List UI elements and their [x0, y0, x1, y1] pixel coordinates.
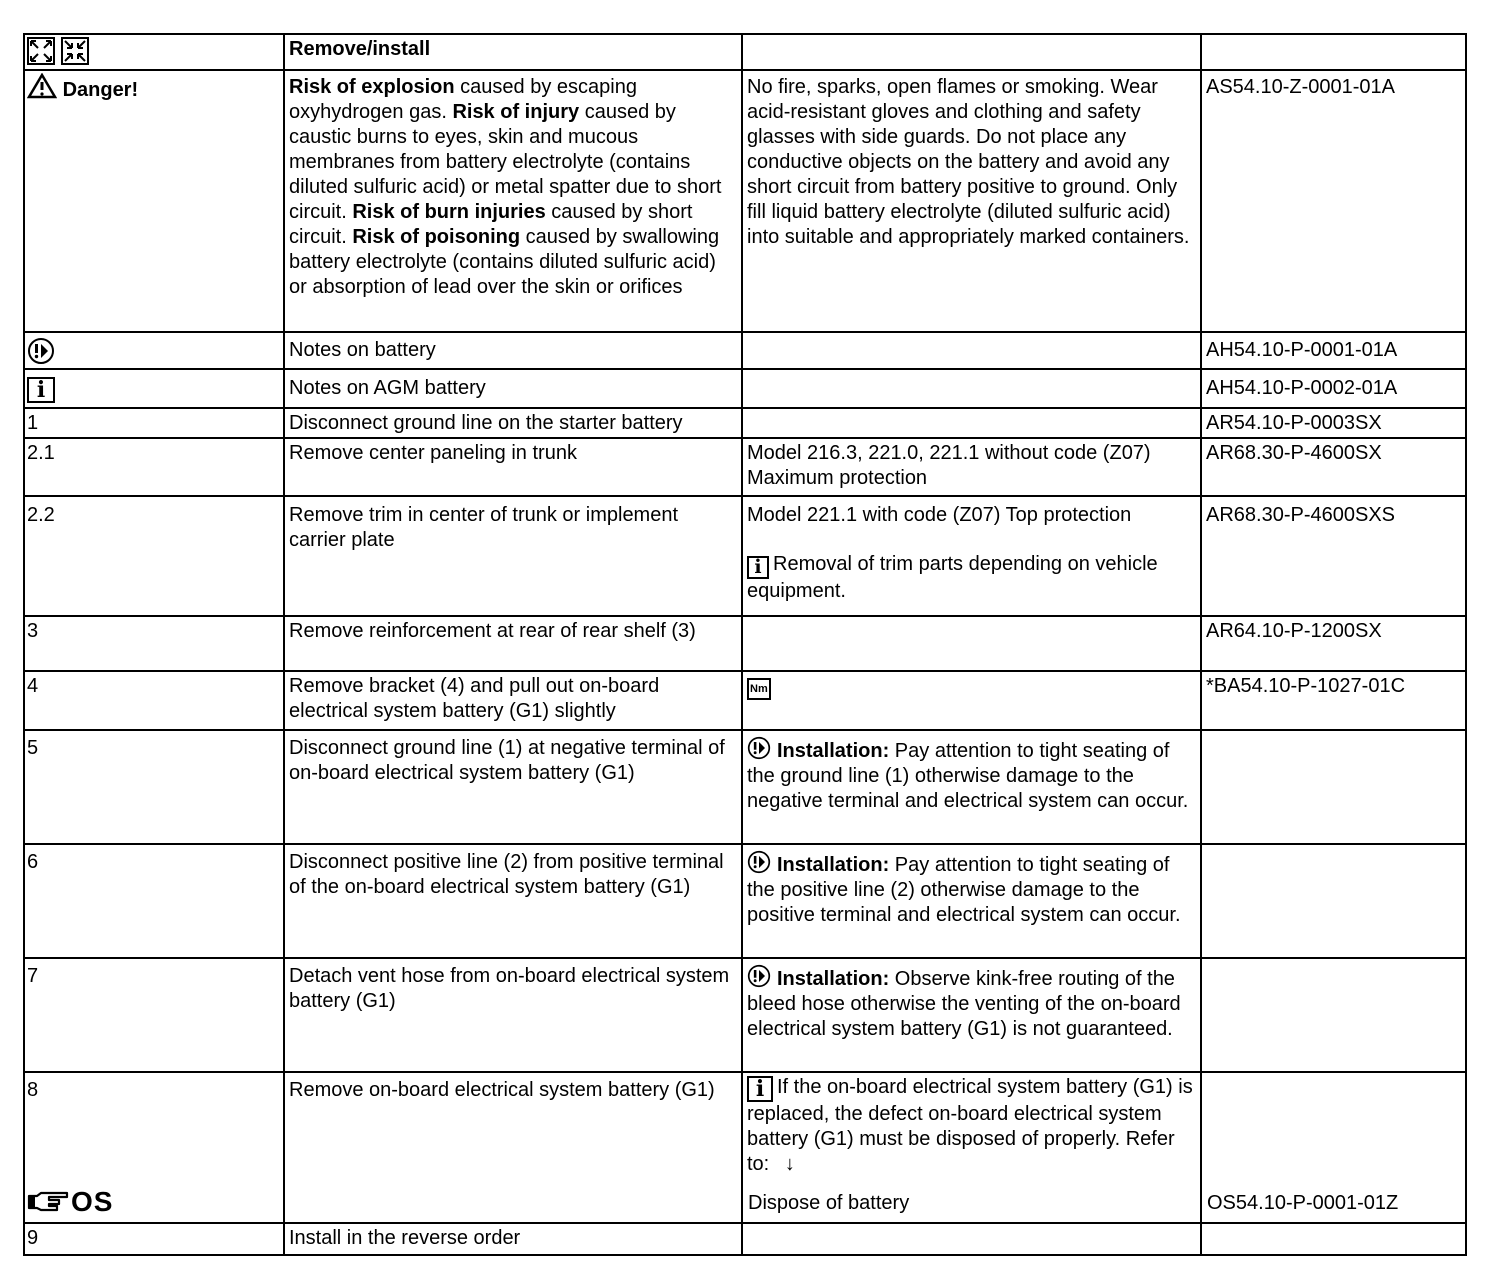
header-title: Remove/install	[284, 34, 742, 70]
header-empty-cell	[742, 34, 1201, 70]
step-text: Remove trim in center of trunk or implement carrier plate	[284, 496, 742, 616]
step-text: Remove on-board electrical system battery (G1)	[284, 1072, 742, 1223]
risk-explosion: Risk of explosion	[289, 76, 455, 98]
note-icon-cell	[24, 332, 284, 369]
step-ref: AR64.10-P-1200SX	[1201, 616, 1466, 671]
info-icon: i	[27, 377, 55, 403]
step-row	[24, 496, 1466, 616]
step-row	[24, 958, 1466, 1072]
step-remark-cell	[742, 496, 1201, 616]
step-text: Remove center paneling in trunk	[284, 438, 742, 496]
step-row	[24, 438, 1466, 496]
note-text: Notes on AGM battery	[284, 369, 742, 408]
step-remark: Pay attention to tight seating of the positive line (2) otherwise damage to the positive terminal and electrical system can occur.	[747, 854, 1181, 926]
empty-cell	[1201, 730, 1466, 844]
os-remark: Dispose of battery	[748, 1192, 910, 1214]
step-ref: AR68.30-P-4600SXS	[1201, 496, 1466, 616]
step-remark-cell	[742, 1072, 1201, 1223]
header-row	[24, 34, 1466, 70]
step-remark-cell	[742, 730, 1201, 844]
step-text: Install in the reverse order	[284, 1223, 742, 1255]
installation-label: Installation:	[777, 968, 890, 990]
installation-note-icon	[27, 337, 55, 365]
step-ref: OS54.10-P-0001-01Z	[1207, 1192, 1399, 1214]
step-remark: Pay attention to tight seating of the ground line (1) otherwise damage to the negative terminal and electrical system can occur.	[747, 740, 1189, 812]
step-number: 6	[24, 844, 284, 958]
step-ref-cell	[1201, 1072, 1466, 1223]
risk-text: caused by short circuit.	[289, 201, 693, 248]
risk-burn: Risk of burn injuries	[352, 201, 546, 223]
pointing-hand-icon	[27, 1190, 69, 1214]
down-arrow-icon: ↓	[784, 1153, 795, 1175]
risk-text: caused by caustic burns to eyes, skin and mucous membranes from battery electrolyte (contains diluted sulfuric acid) or metal spatter due to short circuit.	[289, 101, 722, 223]
step-text: Remove bracket (4) and pull out on-board electrical system battery (G1) slightly	[284, 671, 742, 730]
empty-cell	[1201, 958, 1466, 1072]
step-row	[24, 671, 1466, 730]
installation-note-icon	[747, 850, 771, 874]
step-number: 2.2	[24, 496, 284, 616]
step-number: 2.1	[24, 438, 284, 496]
header-empty-cell	[1201, 34, 1466, 70]
empty-cell	[1201, 1223, 1466, 1255]
risk-poison: Risk of poisoning	[352, 226, 521, 248]
note-ref: AH54.10-P-0002-01A	[1201, 369, 1466, 408]
step-row	[24, 730, 1466, 844]
step-row	[24, 844, 1466, 958]
step-text: Disconnect positive line (2) from positive terminal of the on-board electrical system battery (G1)	[284, 844, 742, 958]
installation-note-icon	[747, 964, 771, 988]
step-number: 7	[24, 958, 284, 1072]
danger-risk-cell	[284, 70, 742, 332]
risk-text: caused by swallowing battery electrolyte (contains diluted sulfuric acid) or absorption of lead over the skin or orifices	[289, 226, 720, 298]
note-text: Notes on battery	[284, 332, 742, 369]
step-remark: Model 221.1 with code (Z07) Top protection	[747, 504, 1132, 526]
empty-cell	[742, 616, 1201, 671]
note-icon-cell	[24, 369, 284, 408]
step-remark-cell	[742, 844, 1201, 958]
installation-note-icon	[747, 736, 771, 760]
empty-cell	[742, 332, 1201, 369]
remove-icon	[27, 37, 55, 65]
step-remark: If the on-board electrical system battery (G1) is replaced, the defect on-board electrical system battery (G1) must be disposed of properly. Refer to:	[747, 1076, 1193, 1175]
step-number: 8	[27, 1079, 39, 1101]
danger-row	[24, 70, 1466, 332]
trim-note	[747, 552, 1195, 604]
step-number: 9	[24, 1223, 284, 1255]
step-ref: *BA54.10-P-1027-01C	[1201, 671, 1466, 730]
step-text: Detach vent hose from on-board electrical system battery (G1)	[284, 958, 742, 1072]
info-icon: i	[747, 556, 769, 579]
trim-note-text: Removal of trim parts depending on vehicle equipment.	[747, 553, 1158, 602]
step-ref: AR54.10-P-0003SX	[1201, 408, 1466, 438]
step-remark-cell	[742, 958, 1201, 1072]
header-icons-cell	[24, 34, 284, 70]
danger-label-cell	[24, 70, 284, 332]
step-remark-cell	[742, 671, 1201, 730]
step-row	[24, 1223, 1466, 1255]
risk-injury: Risk of injury	[452, 101, 580, 123]
installation-label: Installation:	[777, 854, 890, 876]
step-number: 4	[24, 671, 284, 730]
warning-triangle-icon	[27, 73, 57, 99]
danger-measures: No fire, sparks, open flames or smoking. Wear acid-resistant gloves and clothing and safety glasses with side guards. Do not place any conductive objects on the battery and avoid any short circuit from battery positive to ground. Only fill liquid battery electrolyte (diluted sulfuric acid) into suitable and appropriately marked containers.	[742, 70, 1201, 332]
step-remark: Model 216.3, 221.0, 221.1 without code (Z07) Maximum protection	[742, 438, 1201, 496]
step-text: Remove reinforcement at rear of rear shelf (3)	[284, 616, 742, 671]
note-ref: AH54.10-P-0001-01A	[1201, 332, 1466, 369]
step-number: 3	[24, 616, 284, 671]
os-reference	[27, 1186, 114, 1217]
step-ref: AR68.30-P-4600SX	[1201, 438, 1466, 496]
danger-label: Danger!	[62, 79, 139, 101]
empty-cell	[742, 408, 1201, 438]
empty-cell	[742, 1223, 1201, 1255]
step-row	[24, 408, 1466, 438]
step-number: 5	[24, 730, 284, 844]
step-number-cell	[24, 1072, 284, 1223]
os-label: OS	[71, 1186, 114, 1217]
step-row	[24, 616, 1466, 671]
note-row	[24, 369, 1466, 408]
step-text: Disconnect ground line on the starter battery	[284, 408, 742, 438]
torque-nm-icon: Nm	[747, 678, 771, 700]
step-number: 1	[24, 408, 284, 438]
note-row	[24, 332, 1466, 369]
step-remark: Observe kink-free routing of the bleed hose otherwise the venting of the on-board electrical system battery (G1) is not guaranteed.	[747, 968, 1181, 1040]
procedure-table	[23, 33, 1467, 1256]
empty-cell	[1201, 844, 1466, 958]
install-icon	[61, 37, 89, 65]
installation-label: Installation:	[777, 740, 890, 762]
step-row	[24, 1072, 1466, 1223]
info-icon: i	[747, 1076, 773, 1102]
step-text: Disconnect ground line (1) at negative terminal of on-board electrical system battery (G1)	[284, 730, 742, 844]
risk-text: caused by escaping oxyhydrogen gas.	[289, 76, 637, 123]
empty-cell	[742, 369, 1201, 408]
danger-ref: AS54.10-Z-0001-01A	[1201, 70, 1466, 332]
